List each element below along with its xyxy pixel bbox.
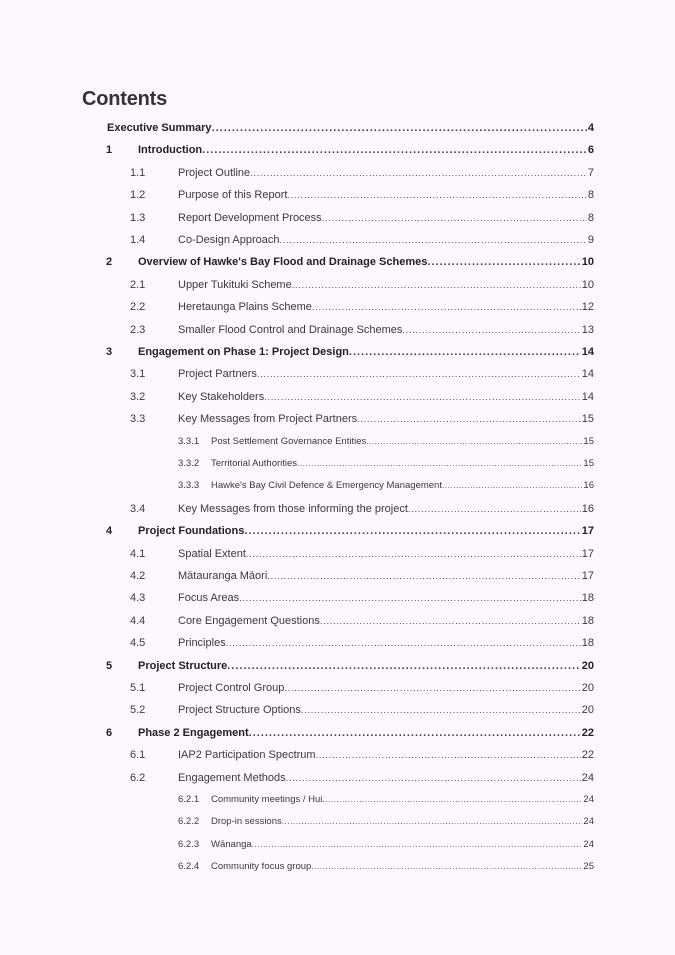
toc-entry-label: Focus Areas (178, 592, 240, 605)
toc-entry-page-number: 9 (587, 234, 594, 246)
toc-entry[interactable] (0, 274, 675, 296)
toc-entry[interactable] (0, 341, 675, 363)
toc-entry-number: 3.3.1 (178, 435, 200, 447)
dot-leader (249, 722, 581, 744)
toc-entry-page-number: 24 (583, 816, 594, 828)
toc-entry-label: Upper Tukituki Scheme (178, 278, 292, 291)
toc-entry-number: 5.2 (130, 704, 146, 717)
toc-entry-label: Executive Summary (107, 122, 212, 134)
toc-entry-label: Territorial Authorities (211, 458, 298, 469)
toc-entry-page-number: 20 (581, 704, 594, 717)
toc-entry-number: 6.2 (130, 771, 146, 784)
dot-leader (311, 856, 582, 878)
toc-entry-page-number: 8 (587, 211, 594, 224)
toc-entry-label: Project Structure (138, 659, 228, 672)
toc-entry-label: Smaller Flood Control and Drainage Schemes (178, 323, 403, 336)
dot-leader (280, 229, 587, 251)
dot-leader (408, 498, 581, 520)
toc-entry-number: 6.2.1 (178, 794, 200, 805)
dot-leader (257, 363, 581, 385)
toc-entry-number: 3.3.2 (178, 458, 200, 469)
toc-entry-page-number: 12 (581, 301, 594, 314)
toc-entry-number: 1.2 (130, 189, 146, 202)
toc-entry-page-number: 16 (581, 502, 594, 515)
dot-leader (357, 408, 581, 430)
toc-entry-page-number: 17 (581, 525, 594, 538)
toc-entry-number: 4.2 (130, 570, 146, 582)
toc-entry-label: Co-Design Approach (178, 234, 280, 246)
dot-leader (252, 834, 583, 856)
toc-entry-label: Report Development Process (178, 211, 322, 224)
toc-entry-number: 3.4 (130, 502, 146, 515)
toc-entry-number: 1 (106, 144, 113, 157)
toc-entry[interactable] (0, 162, 675, 184)
toc-entry-page-number: 24 (581, 771, 594, 784)
toc-entry-page-number: 15 (581, 413, 594, 426)
toc-entry-label: Project Control Group (178, 682, 285, 694)
toc-entry-label: Community meetings / Hui (211, 794, 323, 805)
dot-leader (322, 207, 587, 229)
toc-entry-number: 2 (106, 256, 113, 269)
dot-leader (402, 319, 580, 341)
toc-entry[interactable] (0, 565, 675, 587)
toc-entry-number: 1.3 (130, 211, 146, 224)
toc-entry-label: Phase 2 Engagement (138, 726, 249, 739)
toc-entry-number: 2.3 (130, 323, 146, 336)
dot-leader (316, 744, 581, 766)
toc-entry-number: 4.5 (130, 637, 146, 650)
toc-entry-label: Key Messages from Project Partners (178, 413, 358, 426)
toc-entry[interactable] (0, 610, 675, 632)
toc-entry[interactable] (0, 834, 675, 856)
dot-leader (287, 184, 586, 206)
toc-entry-number: 4.1 (130, 547, 146, 560)
toc-entry[interactable] (0, 363, 675, 385)
toc-entry-label: Drop-in sessions (211, 816, 282, 828)
toc-entry-label: Engagement Methods (178, 771, 286, 784)
toc-entry[interactable] (0, 699, 675, 721)
toc-entry-label: Community focus group (211, 861, 312, 873)
toc-entry-label: Mātauranga Māori (178, 570, 268, 582)
toc-entry[interactable] (0, 856, 675, 878)
toc-entry-page-number: 7 (587, 166, 594, 179)
toc-entry-number: 4.3 (130, 592, 146, 605)
toc-entry-page-number: 14 (581, 368, 594, 381)
toc-entry-page-number: 4 (587, 122, 594, 134)
toc-entry-label: Wānanga (211, 838, 252, 850)
toc-entry[interactable] (0, 543, 675, 565)
toc-entry[interactable] (0, 498, 675, 520)
dot-leader (202, 139, 587, 161)
dot-leader (250, 162, 587, 184)
toc-entry[interactable] (0, 117, 675, 139)
toc-entry-page-number: 17 (581, 547, 594, 560)
toc-entry[interactable] (0, 229, 675, 251)
toc-entry-page-number: 13 (581, 323, 594, 336)
page-title: Contents (82, 88, 168, 110)
toc-entry-page-number: 18 (581, 614, 594, 627)
toc-entry-label: Engagement on Phase 1: Project Design (138, 346, 349, 358)
dot-leader (246, 543, 581, 565)
toc-entry-page-number: 25 (583, 861, 594, 873)
toc-entry-page-number: 10 (581, 278, 594, 291)
dot-leader (366, 431, 582, 453)
toc-entry[interactable] (0, 296, 675, 318)
dot-leader (244, 520, 580, 542)
toc-entry[interactable] (0, 520, 675, 542)
toc-entry-page-number: 14 (581, 346, 594, 358)
toc-entry-number: 3.1 (130, 368, 146, 381)
toc-entry-label: IAP2 Participation Spectrum (178, 749, 316, 762)
toc-entry-label: Heretaunga Plains Scheme (178, 301, 312, 314)
toc-entry-label: Key Stakeholders (178, 390, 265, 403)
toc-entry-page-number: 14 (581, 390, 594, 403)
toc-entry[interactable] (0, 475, 675, 497)
toc-entry-label: Project Outline (178, 166, 251, 179)
toc-entry-page-number: 18 (581, 637, 594, 650)
toc-entry[interactable] (0, 139, 675, 161)
toc-entry[interactable] (0, 632, 675, 654)
toc-entry-page-number: 16 (583, 480, 594, 492)
dot-leader (442, 475, 582, 497)
toc-entry-number: 5.1 (130, 682, 146, 694)
toc-entry-number: 3.2 (130, 390, 146, 403)
toc-entry-label: Principles (178, 637, 226, 650)
toc-entry[interactable] (0, 722, 675, 744)
toc-entry-label: Post Settlement Governance Entities (211, 435, 367, 447)
toc-entry-label: Project Structure Options (178, 704, 301, 717)
toc-entry-number: 1.1 (130, 166, 146, 179)
toc-entry-label: Core Engagement Questions (178, 614, 320, 627)
toc-entry-label: Project Foundations (138, 525, 245, 538)
toc-entry-number: 6 (106, 726, 113, 739)
toc-entry[interactable] (0, 184, 675, 206)
toc-entry-page-number: 24 (583, 838, 594, 850)
toc-entry[interactable] (0, 386, 675, 408)
toc-entry-number: 4 (106, 525, 113, 538)
toc-entry[interactable] (0, 587, 675, 609)
toc-entry[interactable] (0, 811, 675, 833)
dot-leader (301, 699, 581, 721)
dot-leader (239, 587, 581, 609)
dot-leader (286, 767, 581, 789)
toc-entry[interactable] (0, 207, 675, 229)
toc-entry-number: 3.3.3 (178, 480, 200, 492)
toc-entry[interactable] (0, 677, 675, 699)
toc-entry-number: 1.4 (130, 234, 146, 246)
dot-leader (267, 565, 580, 587)
toc-entry[interactable] (0, 431, 675, 453)
dot-leader (297, 453, 582, 475)
toc-entry-number: 2.1 (130, 278, 146, 291)
dot-leader (226, 632, 581, 654)
toc-entry-page-number: 15 (583, 435, 594, 447)
toc-entry[interactable] (0, 767, 675, 789)
toc-entry-page-number: 8 (587, 189, 594, 202)
toc-entry-label: Purpose of this Report (178, 189, 288, 202)
dot-leader (312, 296, 581, 318)
toc-entry-page-number: 20 (581, 682, 594, 694)
toc-entry[interactable] (0, 744, 675, 766)
toc-entry-page-number: 15 (583, 458, 594, 469)
toc-entry-number: 6.2.2 (178, 816, 200, 828)
dot-leader (212, 117, 587, 139)
toc-entry-label: Spatial Extent (178, 547, 246, 560)
toc-entry-page-number: 22 (581, 749, 594, 762)
dot-leader (227, 655, 581, 677)
dot-leader (320, 610, 581, 632)
toc-entry-page-number: 17 (581, 570, 594, 582)
toc-entry-number: 5 (106, 659, 113, 672)
toc-entry[interactable] (0, 789, 675, 811)
toc-entry-page-number: 6 (587, 144, 594, 157)
toc-entry-number: 6.2.3 (178, 838, 200, 850)
toc-entry-label: Introduction (138, 144, 203, 157)
toc-entry-number: 4.4 (130, 614, 146, 627)
toc-entry-page-number: 20 (581, 659, 594, 672)
toc-entry-page-number: 10 (581, 256, 594, 269)
toc-entry-page-number: 24 (583, 794, 594, 805)
toc-entry-label: Hawke's Bay Civil Defence & Emergency Management (211, 480, 442, 492)
toc-entry[interactable] (0, 655, 675, 677)
toc-entry[interactable] (0, 453, 675, 475)
toc-entry[interactable] (0, 319, 675, 341)
toc-entry-label: Key Messages from those informing the project (178, 502, 408, 515)
dot-leader (427, 251, 580, 273)
toc-entry[interactable] (0, 408, 675, 430)
toc-entry-number: 3.3 (130, 413, 146, 426)
toc-entry-page-number: 22 (581, 726, 594, 739)
toc-entry-label: Project Partners (178, 368, 257, 381)
toc-entry-number: 2.2 (130, 301, 146, 314)
toc-entry-number: 3 (106, 346, 113, 358)
toc-entry-label: Overview of Hawke's Bay Flood and Drainage Schemes (138, 256, 428, 269)
toc-entry[interactable] (0, 251, 675, 273)
dot-leader (292, 274, 581, 296)
toc-entry-number: 6.1 (130, 749, 146, 762)
dot-leader (349, 341, 581, 363)
toc-entry-page-number: 18 (581, 592, 594, 605)
dot-leader (322, 789, 582, 811)
dot-leader (264, 386, 581, 408)
dot-leader (282, 811, 583, 833)
dot-leader (284, 677, 580, 699)
toc-entry-number: 6.2.4 (178, 861, 200, 873)
